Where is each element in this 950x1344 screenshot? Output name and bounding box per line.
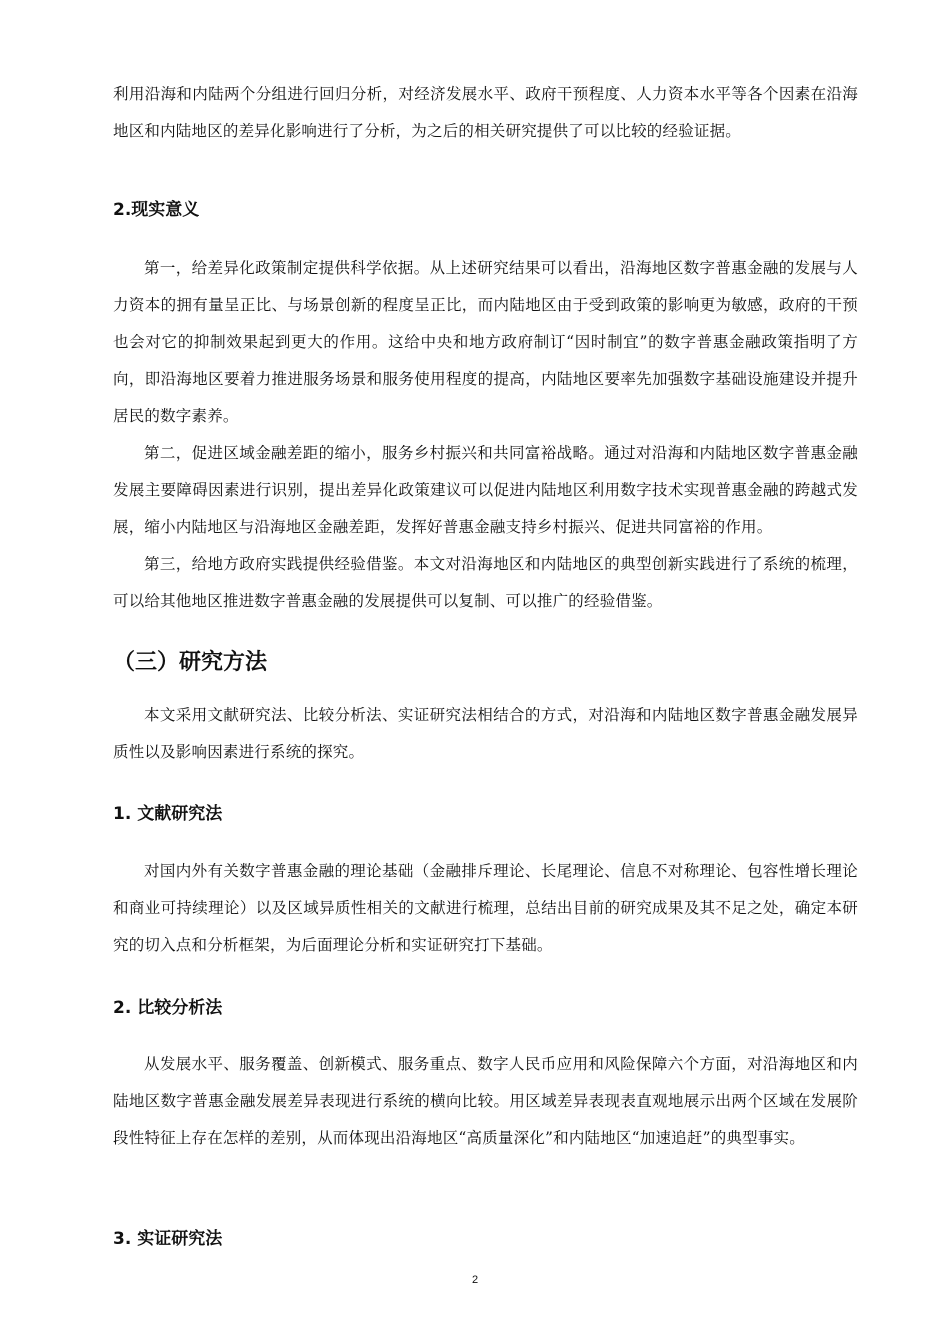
paragraph-comparative-method: 从发展水平、服务覆盖、创新模式、服务重点、数字人民币应用和风险保障六个方面，对沿海地区和内陆地区数字普惠金融发展差异表现进行系统的横向比较。用区域差异表现表直观地展示出两个区域在发展阶段性特征上存在怎样的差别，从而体现出沿海地区“高质量深化”和内陆地区“加速追赶”的典型事实。	[113, 1055, 858, 1147]
heading-practical-significance: 2.现实意义	[113, 200, 200, 220]
paragraph-practical-2: 第二，促进区域金融差距的缩小，服务乡村振兴和共同富裕战略。通过对沿海和内陆地区数字普惠金融发展主要障碍因素进行识别，提出差异化政策建议可以促进内陆地区利用数字技术实现普惠金融的跨越式发展，缩小内陆地区与沿海地区金融差距，发挥好普惠金融支持乡村振兴、促进共同富裕的作用。	[113, 444, 858, 536]
heading-research-methods: （三）研究方法	[113, 650, 268, 675]
heading-literature-method: 1. 文献研究法	[113, 804, 223, 824]
paragraph-methods: 本文采用文献研究法、比较分析法、实证研究法相结合的方式，对沿海和内陆地区数字普惠金融发展异质性以及影响因素进行系统的探究。	[113, 706, 858, 761]
paragraph-literature-method: 对国内外有关数字普惠金融的理论基础（金融排斥理论、长尾理论、信息不对称理论、包容性增长理论和商业可持续理论）以及区域异质性相关的文献进行梳理，总结出目前的研究成果及其不足之处，确定本研究的切入点和分析框架，为后面理论分析和实证研究打下基础。	[113, 862, 858, 954]
paragraph-practical-1: 第一，给差异化政策制定提供科学依据。从上述研究结果可以看出，沿海地区数字普惠金融的发展与人力资本的拥有量呈正比、与场景创新的程度呈正比，而内陆地区由于受到政策的影响更为敏感，政府的干预也会对它的抑制效果起到更大的作用。这给中央和地方政府制订“因时制宜”的数字普惠金融政策指明了方向，即沿海地区要着力推进服务场景和服务使用程度的提高，内陆地区要率先加强数字基础设施建设并提升居民的数字素养。	[113, 259, 858, 425]
paragraph-intro: 利用沿海和内陆两个分组进行回归分析，对经济发展水平、政府干预程度、人力资本水平等各个因素在沿海地区和内陆地区的差异化影响进行了分析，为之后的相关研究提供了可以比较的经验证据。	[113, 85, 858, 140]
page-number: 2	[471, 1274, 479, 1286]
paragraph-practical-3: 第三，给地方政府实践提供经验借鉴。本文对沿海地区和内陆地区的典型创新实践进行了系统的梳理，可以给其他地区推进数字普惠金融的发展提供可以复制、可以推广的经验借鉴。	[113, 555, 858, 610]
heading-comparative-method: 2. 比较分析法	[113, 998, 223, 1018]
heading-empirical-method: 3. 实证研究法	[113, 1229, 223, 1249]
